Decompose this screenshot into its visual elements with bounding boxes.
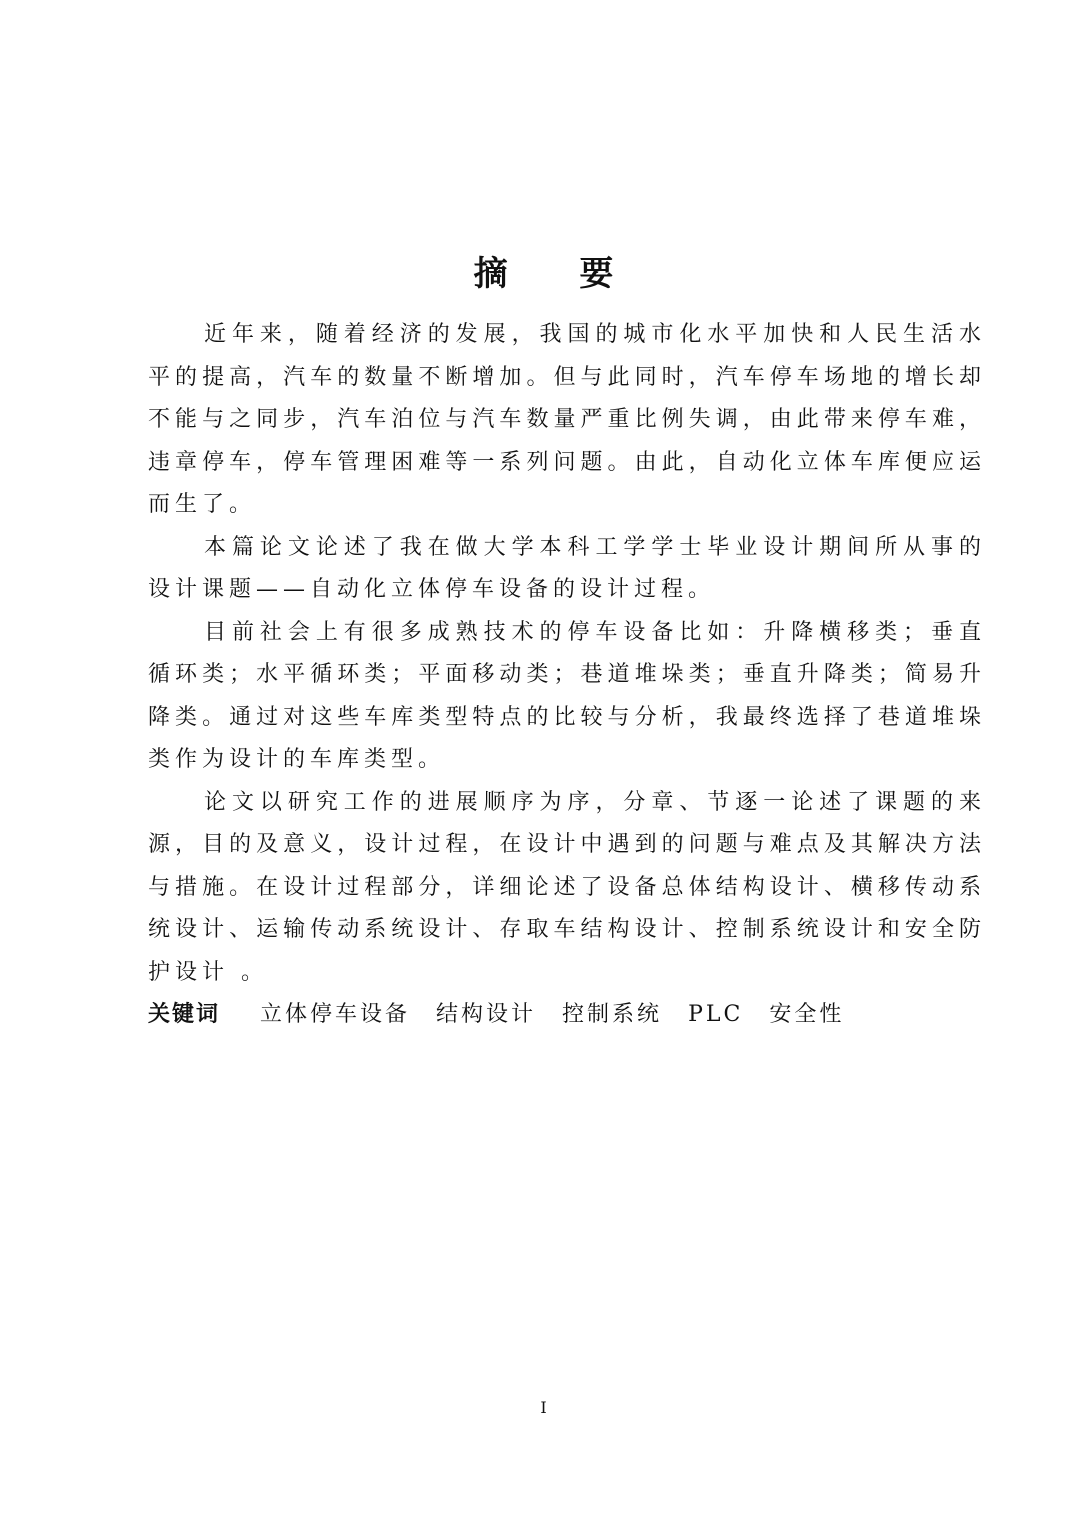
keywords-line [148,994,986,1037]
abstract-paragraph: 论文以研究工作的进展顺序为序，分章、节逐一论述了课题的来源，目的及意义，设计过程，在设计中遇到的问题与难点及其解决方法与措施。在设计过程部分，详细论述了设备总体结构设计、横移传动系统设计、运输传动系统设计、存取车结构设计、控制系统设计和安全防护设计 。 [148,789,986,985]
keyword-item: 控制系统 [562,1002,663,1027]
keyword-item: 安全性 [769,1002,845,1027]
page-number: I [540,1398,547,1417]
keywords-label: 关键词 [148,1002,221,1027]
keyword-item: 结构设计 [436,1002,537,1027]
abstract-paragraph: 近年来，随着经济的发展，我国的城市化水平加快和人民生活水平的提高，汽车的数量不断增加。但与此同时，汽车停车场地的增长却不能与之同步，汽车泊位与汽车数量严重比例失调，由此带来停车难，违章停车，停车管理困难等一系列问题。由此，自动化立体车库便应运而生了。 [148,322,986,517]
abstract-paragraph: 目前社会上有很多成熟技术的停车设备比如：升降横移类；垂直循环类；水平循环类；平面移动类；巷道堆垛类；垂直升降类；简易升降类。通过对这些车库类型特点的比较与分析，我最终选择了巷道堆垛类作为设计的车库类型。 [148,619,986,772]
page-title: 摘 要 [473,254,644,294]
abstract-paragraph: 本篇论文论述了我在做大学本科工学学士毕业设计期间所从事的设计课题——自动化立体停车设备的设计过程。 [148,534,986,602]
keyword-item: 立体停车设备 [260,1002,411,1027]
keyword-item: PLC [688,1002,744,1027]
abstract-body [148,314,986,1037]
